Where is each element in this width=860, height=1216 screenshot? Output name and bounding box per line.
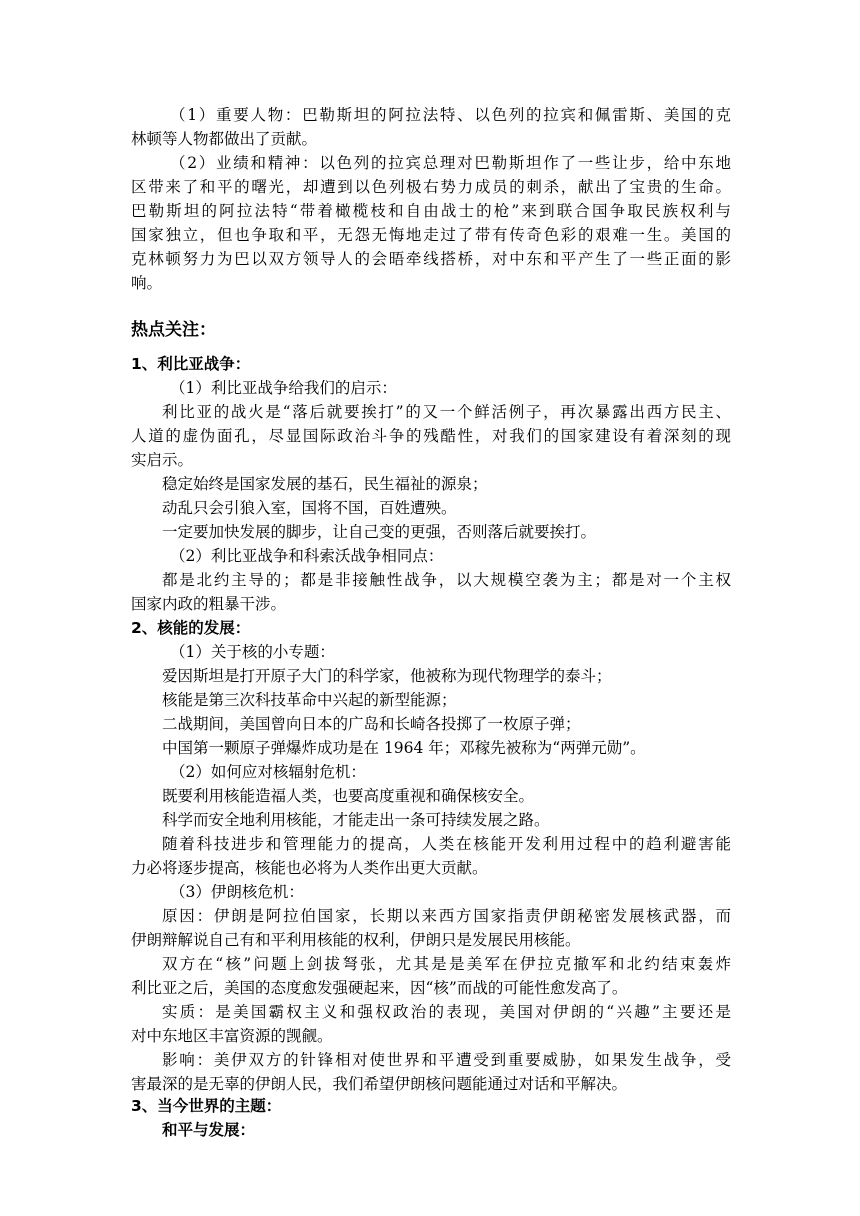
text-line: 害最深的是无辜的伊朗人民，我们希望伊朗核问题能通过对话和平解决。 (131, 1075, 628, 1093)
text-line: 实启示。 (131, 451, 194, 469)
text-line: 人道的虚伪面孔，尽显国际政治斗争的残酷性，对我们的国家建设有着深刻的现 (131, 427, 731, 445)
text-line: （3）伊朗核危机： (170, 883, 304, 901)
text-line: 国家内政的粗暴干涉。 (131, 595, 287, 613)
text-line: 实质：是美国霸权主义和强权政治的表现，美国对伊朗的“兴趣”主要还是 (162, 1003, 731, 1021)
text-line: 对中东地区丰富资源的觊觎。 (131, 1027, 333, 1045)
text-line: 稳定始终是国家发展的基石，民生福祉的源泉； (162, 475, 488, 493)
text-line: （2）如何应对核辐射危机： (170, 763, 366, 781)
text-line: 随着科技进步和管理能力的提高，人类在核能开发利用过程中的趋利避害能 (162, 835, 731, 853)
text-line: 核能是第三次科技革命中兴起的新型能源； (162, 691, 457, 709)
text-line: 伊朗辩解说自己有和平利用核能的权利，伊朗只是发展民用核能。 (131, 931, 581, 949)
text-line: （2）利比亚战争和科索沃战争相同点： (170, 547, 444, 565)
text-line: （1）关于核的小专题： (170, 643, 335, 661)
text-line: 克林顿努力为巴以双方领导人的会晤牵线搭桥，对中东和平产生了一些正面的影 (131, 250, 731, 268)
text-line: 动乱只会引狼入室，国将不国，百姓遭殃。 (162, 499, 457, 517)
subsection-heading: 2、核能的发展： (131, 619, 251, 637)
text-line: 双方在“核”问题上剑拔弩张，尤其是是美军在伊拉克撤军和北约结束轰炸 (162, 955, 731, 973)
subsection-heading: 和平与发展： (162, 1121, 256, 1139)
text-line: 既要利用核能造福人类，也要高度重视和确保核安全。 (162, 787, 535, 805)
text-line: 科学而安全地利用核能，才能走出一条可持续发展之路。 (162, 811, 550, 829)
text-line: 区带来了和平的曙光，却遭到以色列极右势力成员的刺杀，献出了宝贵的生命。 (131, 178, 731, 196)
text-line: 巴勒斯坦的阿拉法特“带着橄榄枝和自由战士的枪”来到联合国争取民族权利与 (131, 202, 731, 220)
text-line: 中国第一颗原子弹爆炸成功是在 1964 年；邓稼先被称为“两弹元勋”。 (162, 739, 646, 757)
text-line: （2）业绩和精神：以色列的拉宾总理对巴勒斯坦作了一些让步，给中东地 (170, 154, 731, 172)
text-line: 力必将逐步提高，核能也必将为人类作出更大贡献。 (131, 859, 488, 877)
text-line: 都是北约主导的；都是非接触性战争，以大规模空袭为主；都是对一个主权 (162, 571, 731, 589)
text-line: 二战期间，美国曾向日本的广岛和长崎各投掷了一枚原子弹； (162, 715, 581, 733)
text-line: 爱因斯坦是打开原子大门的科学家，他被称为现代物理学的泰斗； (162, 667, 612, 685)
text-line: 一定要加快发展的脚步，让自己变的更强，否则落后就要挨打。 (162, 523, 597, 541)
text-line: 影响：美伊双方的针锋相对使世界和平遭受到重要威胁，如果发生战争，受 (162, 1051, 731, 1069)
text-line: 原因：伊朗是阿拉伯国家，长期以来西方国家指责伊朗秘密发展核武器，而 (162, 907, 731, 925)
text-line: 国家独立，但也争取和平，无怨无悔地走过了带有传奇色彩的艰难一生。美国的 (131, 226, 731, 244)
text-line: （1）重要人物：巴勒斯坦的阿拉法特、以色列的拉宾和佩雷斯、美国的克 (170, 106, 731, 124)
text-line: 利比亚的战火是“落后就要挨打”的又一个鲜活例子，再次暴露出西方民主、 (162, 403, 731, 421)
text-line: 林顿等人物都做出了贡献。 (131, 130, 318, 148)
subsection-heading: 1、利比亚战争： (131, 355, 251, 373)
text-line: （1）利比亚战争给我们的启示： (170, 379, 397, 397)
text-line: 响。 (131, 274, 163, 292)
text-line: 利比亚之后，美国的态度愈发强硬起来，因“核”而战的可能性愈发高了。 (131, 979, 628, 997)
section-heading: 热点关注： (131, 320, 216, 340)
subsection-heading: 3、当今世界的主题： (131, 1097, 282, 1115)
